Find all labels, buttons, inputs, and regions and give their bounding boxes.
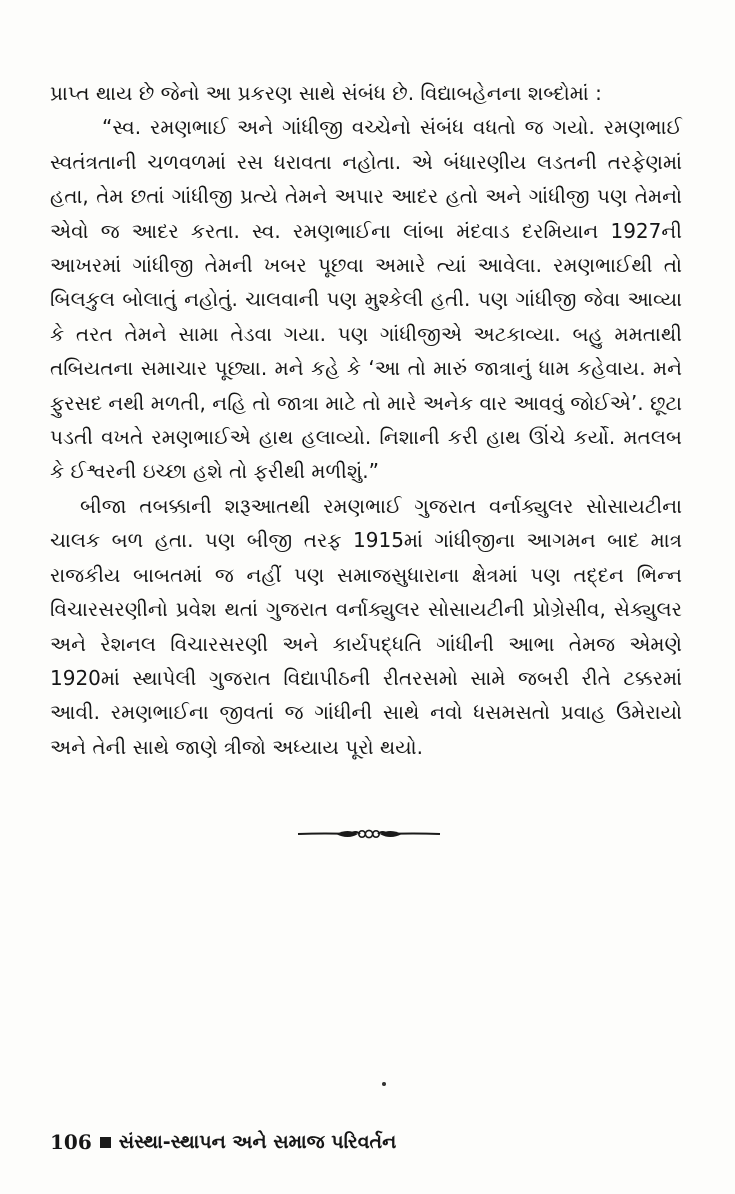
paragraph-intro: પ્રાપ્ત થાય છે જેનો આ પ્રકરણ સાથે સંબંધ છે. વિદ્યાબહેનના શબ્દોમાં : [50, 81, 602, 105]
page-number: 106 [50, 1130, 92, 1154]
body-text [50, 76, 682, 764]
section-divider-ornament [296, 822, 442, 846]
book-title: સંસ્થા-સ્થાપન અને સમાજ પરિવર્તન [118, 1131, 397, 1153]
paragraph-quote: “સ્વ. રમણભાઈ અને ગાંધીજી વચ્ચેનો સંબંધ વધતો જ ગયો. રમણભાઈ સ્વતંત્રતાની ચળવળમાં રસ ધરાવતા નહોતા. એ બંધારણીય લડતની તરફેણમાં હતા, તેમ છતાં ગાંધીજી પ્રત્યે તેમને અપાર આદર હતો અને ગાંધીજી પણ તેમનો એવો જ આદર કરતા. સ્વ. રમણભાઈના લાંબા મંદવાડ દરમિયાન 1927ની આખરમાં ગાંધીજી તેમની ખબર પૂછવા અમારે ત્યાં આવેલા. રમણભાઈથી તો બિલકુલ બોલાતું નહોતું. ચાલવાની પણ મુશ્કેલી હતી. પણ ગાંધીજી જેવા આવ્યા કે તરત તેમને સામા તેડવા ગયા. પણ ગાંધીજીએ અટકાવ્યા. બહુ મમતાથી તબિયતના સમાચાર પૂછ્યા. મને કહે કે ‘આ તો મારું જાત્રાનું ધામ કહેવાય. મને ફુરસદ નથી મળતી, નહિ તો જાત્રા માટે તો મારે અનેક વાર આવવું જોઈએ’. છૂટા પડતી વખતે રમણભાઈએ હાથ હલાવ્યો. નિશાની કરી હાથ ઊંચે કર્યો. મતલબ કે ઈશ્વરની ઇચ્છા હશે તો ફરીથી મળીશું.” [50, 115, 682, 484]
page-footer [50, 1127, 396, 1157]
paragraph-narrative: બીજા તબક્કાની શરૂઆતથી રમણભાઈ ગુજરાત વર્નાક્યુલર સોસાયટીના ચાલક બળ હતા. પણ બીજી તરફ 1915માં ગાંધીજીના આગમન બાદ માત્ર રાજકીય બાબતમાં જ નહીં પણ સમાજસુધારાના ક્ષેત્રમાં પણ તદ્દન ભિન્ન વિચારસરણીનો પ્રવેશ થતાં ગુજરાત વર્નાક્યુલર સોસાયટીની પ્રોગ્રેસીવ, સેક્યુલર અને રેશનલ વિચારસરણી અને કાર્યપદ્ધતિ ગાંધીની આભા તેમજ એમણે 1920માં સ્થાપેલી ગુજરાત વિદ્યાપીઠની રીતરસમો સામે જબરી રીતે ટક્કરમાં આવી. રમણભાઈના જીવતાં જ ગાંધીની સાથે નવો ધસમસતો પ્રવાહ ઉમેરાયો અને તેની સાથે જાણે ત્રીજો અધ્યાય પૂરો થયો. [50, 493, 682, 759]
square-bullet-icon [100, 1137, 111, 1148]
ink-speck [382, 1082, 386, 1086]
